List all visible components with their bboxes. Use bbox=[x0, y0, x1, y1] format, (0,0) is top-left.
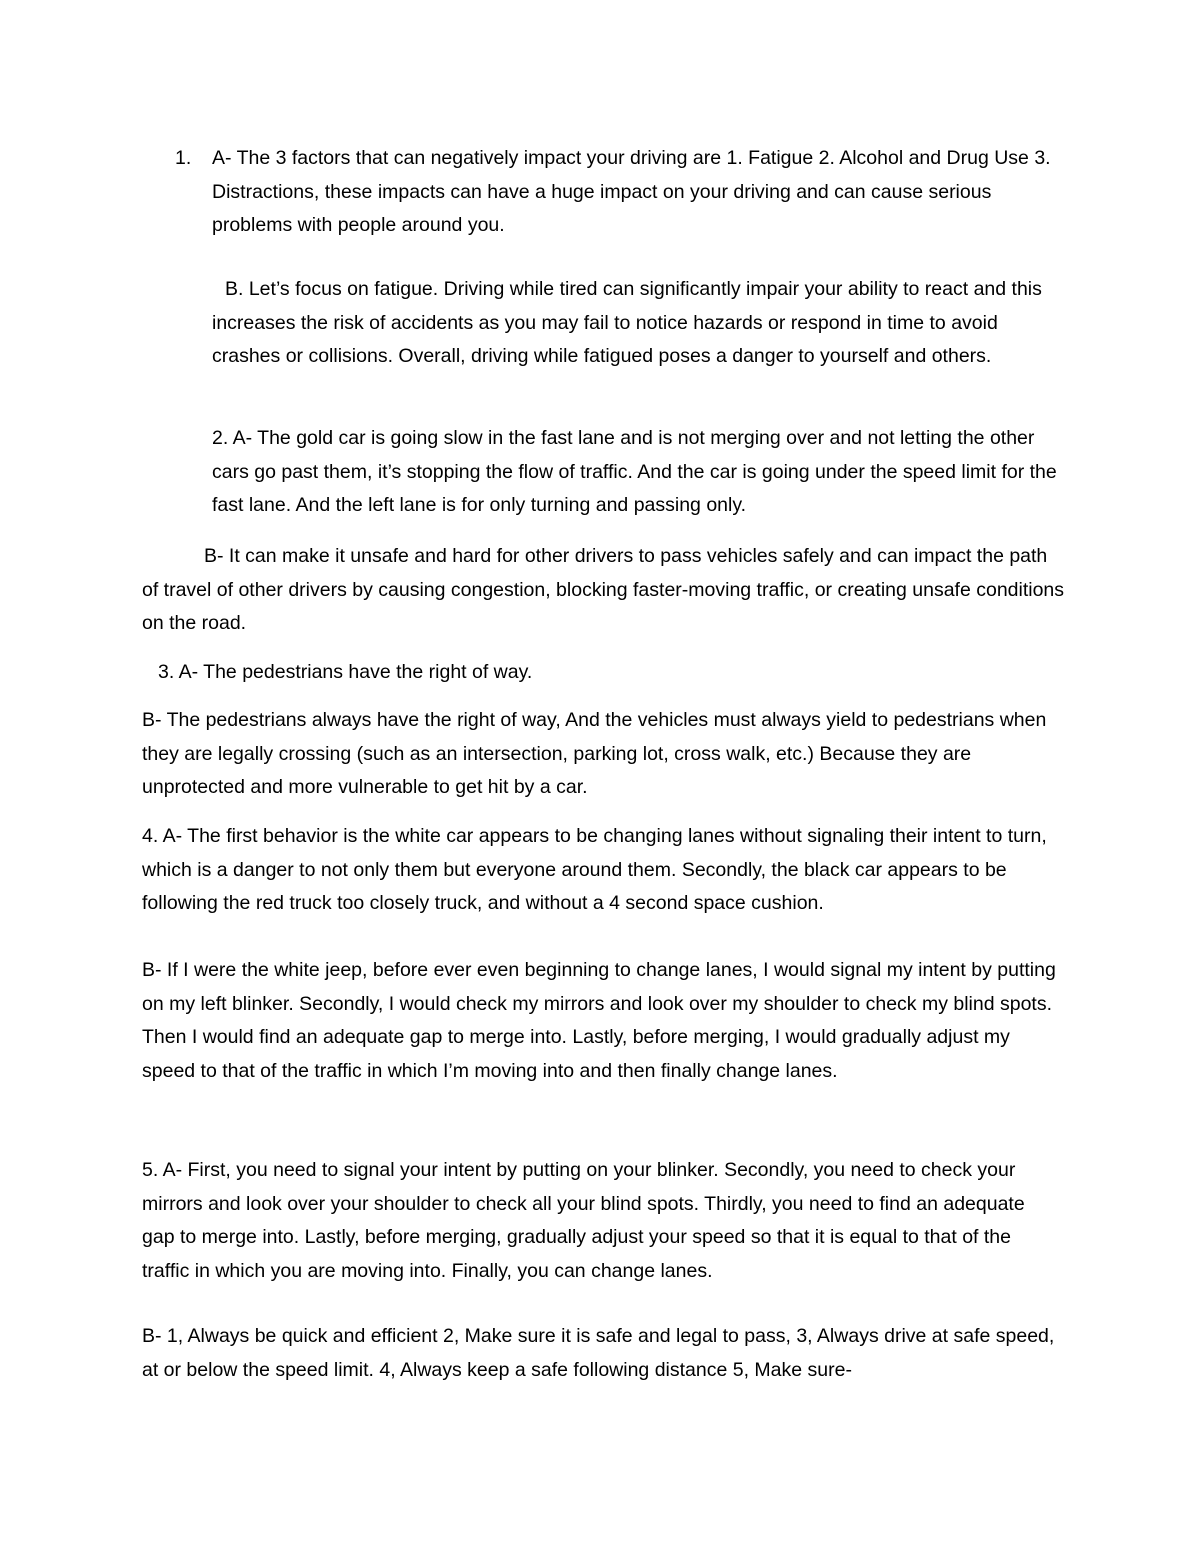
q4-answer-a: 4. A- The first behavior is the white car appears to be changing lanes without signaling their intent to turn, which is a danger to not only them but everyone around them. Secondly, the black car appears to be following the red truck too closely truck, and without a 4 second space cushion. bbox=[142, 825, 1047, 914]
q3-answer-a: 3. A- The pedestrians have the right of way. bbox=[158, 661, 533, 683]
q1-number: 1. bbox=[175, 147, 192, 169]
q1-answer-b: B. Let’s focus on fatigue. Driving while tired can significantly impair your ability to react and this increases the risk of accidents as you may fail to notice hazards or respond in time to avoid crashes or collisions. Overall, driving while fatigued poses a danger to yourself and others. bbox=[212, 278, 1042, 367]
q4-answer-b: B- If I were the white jeep, before ever even beginning to change lanes, I would signal my intent by putting on my left blinker. Secondly, I would check my mirrors and look over my shoulder to check my blind spots. Then I would find an adequate gap to merge into. Lastly, before merging, I would gradually adjust my speed to that of the traffic in which I’m moving into and then finally change lanes. bbox=[142, 959, 1056, 1082]
q2-answer-b: B- It can make it unsafe and hard for other drivers to pass vehicles safely and can impact the path of travel of other drivers by causing congestion, blocking faster-moving traffic, or creating unsafe conditions on the road. bbox=[142, 545, 1065, 634]
q5-answer-b: B- 1, Always be quick and efficient 2, Make sure it is safe and legal to pass, 3, Always drive at safe speed, at or below the speed limit. 4, Always keep a safe following distance 5, Make sure- bbox=[142, 1325, 1055, 1381]
q1-answer-a: A- The 3 factors that can negatively impact your driving are 1. Fatigue 2. Alcohol and Drug Use 3. Distractions, these impacts can have a huge impact on your driving and can cause serious problems with people around you. bbox=[212, 147, 1051, 236]
q5-answer-a: 5. A- First, you need to signal your intent by putting on your blinker. Secondly, you need to check your mirrors and look over your shoulder to check all your blind spots. Thirdly, you need to find an adequate gap to merge into. Lastly, before merging, gradually adjust your speed so that it is equal to that of the traffic in which you are moving into. Finally, you can change lanes. bbox=[142, 1159, 1025, 1282]
q3-answer-b: B- The pedestrians always have the right of way, And the vehicles must always yield to pedestrians when they are legally crossing (such as an intersection, parking lot, cross walk, etc.) Because they are unprotected and more vulnerable to get hit by a car. bbox=[142, 709, 1047, 798]
q2-answer-a: 2. A- The gold car is going slow in the fast lane and is not merging over and not letting the other cars go past them, it’s stopping the flow of traffic. And the car is going under the speed limit for the fast lane. And the left lane is for only turning and passing only. bbox=[212, 427, 1057, 516]
